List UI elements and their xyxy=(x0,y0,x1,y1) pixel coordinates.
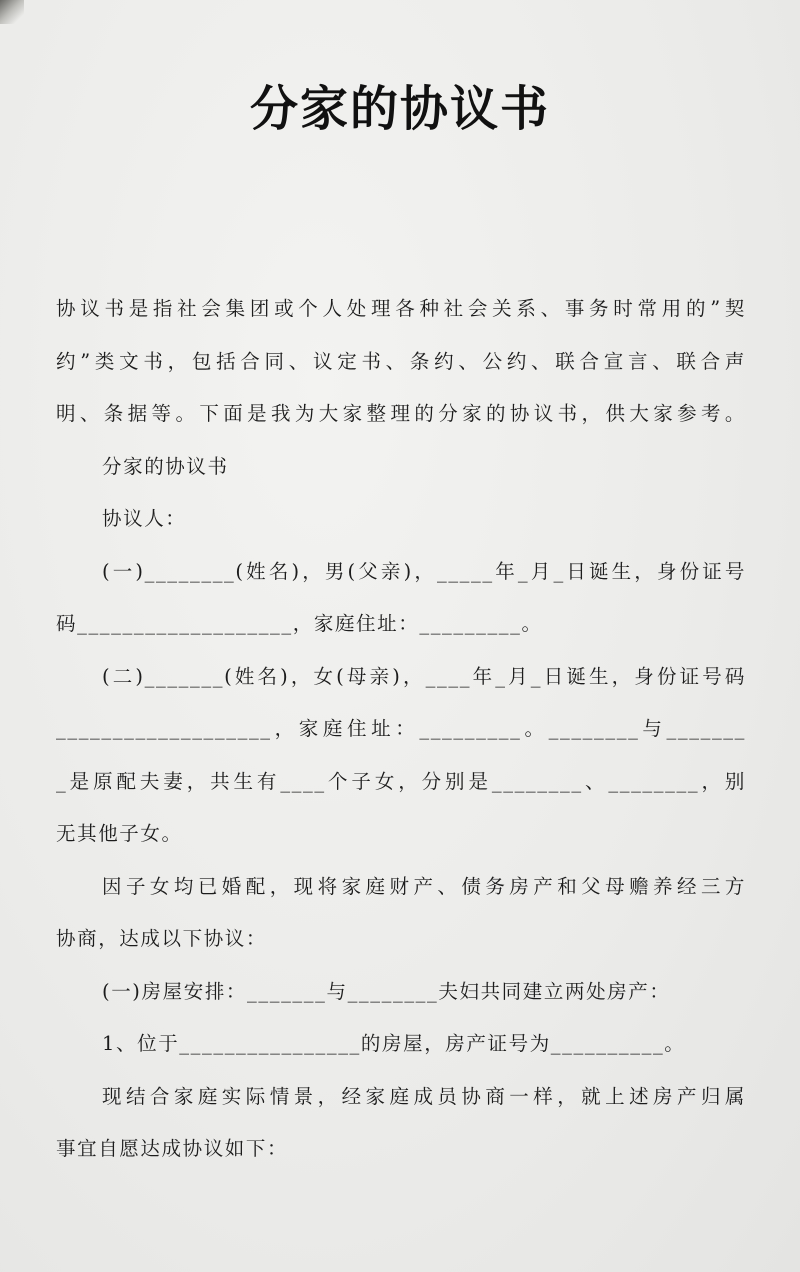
paragraph-line: (一)房屋安排：_______与________夫妇共同建立两处房产： xyxy=(102,979,671,1003)
paragraph-line: 分家的协议书 xyxy=(102,454,229,478)
document-title: 分家的协议书 xyxy=(249,81,550,137)
paragraph-line: 约”类文书，包括合同、议定书、条约、公约、联合宣言、联合声 xyxy=(56,349,746,373)
paragraph-line: (二)_______(姓名)，女(母亲)，____年_月_日诞生，身份证号码 xyxy=(102,664,746,688)
paragraph-line: (一)________(姓名)，男(父亲)，_____年_月_日诞生，身份证号 xyxy=(102,559,746,583)
paragraph-line: 码___________________，家庭住址：_________。 xyxy=(56,612,543,635)
paragraph-line: 协议书是指社会集团或个人处理各种社会关系、事务时常用的”契 xyxy=(56,297,746,320)
document-body xyxy=(56,283,746,1176)
paragraph-line: 无其他子女。 xyxy=(56,822,183,845)
paragraph-line: 事宜自愿达成协议如下： xyxy=(56,1137,289,1160)
paragraph-line: 明、条据等。下面是我为大家整理的分家的协议书，供大家参考。 xyxy=(56,402,746,425)
paragraph-line: 协议人： xyxy=(102,507,187,530)
paragraph-line: 协商，达成以下协议： xyxy=(56,927,268,950)
paragraph-line: 因子女均已婚配，现将家庭财产、债务房产和父母赡养经三方 xyxy=(102,874,746,898)
paragraph-line: 1、位于________________的房屋，房产证号为__________。 xyxy=(102,1032,686,1055)
paragraph-line: ___________________，家庭住址：_________。________与_______ xyxy=(56,717,746,740)
page-corner-shadow xyxy=(0,0,24,24)
paragraph-line: _是原配夫妻，共生有____个子女，分别是________、________，别 xyxy=(56,769,746,793)
paragraph-line: 现结合家庭实际情景，经家庭成员协商一样，就上述房产归属 xyxy=(102,1084,746,1108)
